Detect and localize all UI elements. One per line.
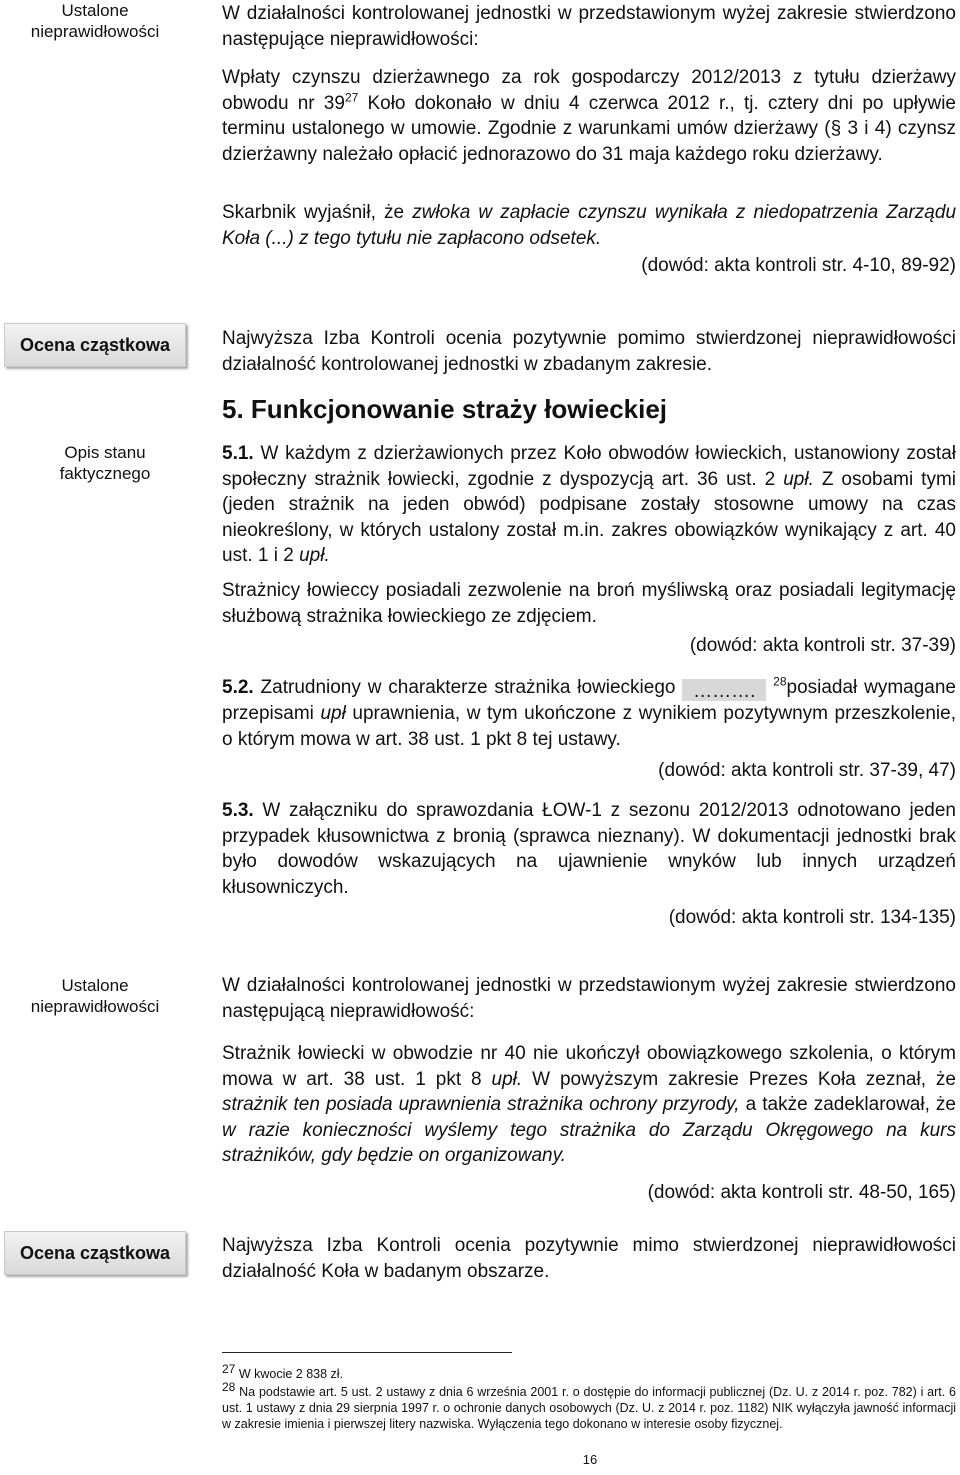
irregularity-intro-2: W działalności kontrolowanej jednostki w przedstawionym wyżej zakresie stwierdzono następującą nieprawidłowość: bbox=[222, 975, 956, 1022]
section-5-3: 5.3. W załączniku do sprawozdania ŁOW-1 z sezonu 2012/2013 odnotowano jeden przypadek kłusownictwa z bronią (sprawca nieznany). W dokumentacji jednostki brak było dowodów wskazujących na ujawnienie wnyków lub innych urządzeń kłusowniczych. bbox=[222, 800, 956, 898]
evidence-reference: (dowód: akta kontroli str. 37-39) bbox=[689, 635, 956, 656]
evidence-reference: (dowód: akta kontroli str. 134-135) bbox=[668, 907, 956, 928]
sidebar-label-irregularities-2: Ustalone nieprawidłowości bbox=[30, 976, 160, 1016]
sidebar-label-state: Opis stanu faktycznego bbox=[59, 443, 151, 483]
rent-payment-paragraph: Wpłaty czynszu dzierżawnego za rok gospodarczy 2012/2013 z tytułu dzierżawy obwodu nr $39^{27}$ Koło dokonało w dniu 4 czerwca 2012 r., tj. cztery dni po upływie terminu ustalonego w umowie. Zgodnie z warunkami umów dzierżawy (§ 3 i 4) czynsz dzierżawny należało opłacić jednorazowo do 31 maja każdego roku dzierżawy. bbox=[222, 67, 956, 165]
redacted-name: ………. bbox=[682, 679, 766, 701]
assessment-text-2: Najwyższa Izba Kontroli ocenia pozytywnie mimo stwierdzonej nieprawidłowości działalność Koła w badanym obszarze. bbox=[222, 1235, 956, 1282]
section-5-1-guards: Strażnicy łowieccy posiadali zezwolenie na broń myśliwską oraz posiadali legitymację służbową strażnika łowieckiego ze zdjęciem. bbox=[222, 580, 956, 627]
partial-assessment-box: Ocena cząstkowa bbox=[4, 323, 186, 367]
footnote-ref-27: 27 bbox=[344, 90, 359, 105]
section-heading: 5. Funkcjonowanie straży łowieckiej bbox=[222, 394, 668, 424]
footnote-27: $^{27}$ W kwocie 2 838 zł. bbox=[222, 1361, 344, 1381]
evidence-reference: (dowód: akta kontroli str. 37-39, 47) bbox=[658, 760, 956, 781]
section-5-2: 5.2. Zatrudniony w charakterze strażnika łowieckiego ………. $^{28}$posiadał wymagane przepisami upł uprawnienia, w tym ukończone z wynikiem pozytywnym przeszkolenie, o którym mowa w art. 38 ust. 1 pkt 8 tej ustawy. bbox=[222, 674, 956, 750]
footnote-28: $^{28}$ Na podstawie art. 5 ust. 2 ustawy z dnia 6 września 2001 r. o dostępie do informacji publicznej (Dz. U. z 2014 r. poz. 782) i art. 6 ust. 1 ustawy z dnia 29 sierpnia 1997 r. o ochronie danych osobowych (Dz. U. z 2014 r. poz. 1182) NIK wyłączyła jawność informacji w zakresie imienia i pierwszej litery nazwiska. Wyłączenia tego dokonano w interesie osoby fizycznej. bbox=[222, 1379, 956, 1431]
guard-training-paragraph: Strażnik łowiecki w obwodzie nr 40 nie ukończył obowiązkowego szkolenia, o którym mowa w art. 38 ust. 1 pkt 8 upł. W powyższym zakresie Prezes Koła zeznał, że strażnik ten posiada uprawnienia strażnika ochrony przyrody, a także zadeklarował, że w razie konieczności wyślemy tego strażnika do Zarządu Okręgowego na kurs strażników, gdy będzie on organizowany. bbox=[222, 1043, 956, 1166]
footnote-ref-28: 28 bbox=[773, 674, 787, 689]
footnote-separator bbox=[222, 1352, 512, 1353]
sidebar-label-irregularities: Ustalone nieprawidłowości bbox=[30, 1, 160, 41]
treasurer-explanation: Skarbnik wyjaśnił, że zwłoka w zapłacie czynszu wynikała z niedopatrzenia Zarządu Koła (...) z tego tytułu nie zapłacono odsetek. bbox=[222, 202, 957, 249]
partial-assessment-box-2: Ocena cząstkowa bbox=[4, 1231, 186, 1275]
page-number: 16 bbox=[582, 1452, 598, 1467]
assessment-text: Najwyższa Izba Kontroli ocenia pozytywnie pomimo stwierdzonej nieprawidłowości działalność kontrolowanej jednostki w zbadanym zakresie. bbox=[222, 328, 956, 375]
evidence-reference: (dowód: akta kontroli str. 48-50, 165) bbox=[647, 1182, 956, 1203]
evidence-reference: (dowód: akta kontroli str. 4-10, 89-92) bbox=[641, 255, 956, 276]
irregularities-intro: W działalności kontrolowanej jednostki w przedstawionym wyżej zakresie stwierdzono następujące nieprawidłowości: bbox=[222, 3, 956, 50]
section-5-1: 5.1. W każdym z dzierżawionych przez Koło obwodów łowieckich, ustanowiony został społeczny strażnik łowiecki, zgodnie z dyspozycją art. 36 ust. 2 upł. Z osobami tymi (jeden strażnik na jeden obwód) podpisane zostały stosowne umowy na czas nieokreślony, w których ustalony został m.in. zakres obowiązków wynikający z art. 40 ust. 1 i 2 upł. bbox=[222, 443, 957, 566]
